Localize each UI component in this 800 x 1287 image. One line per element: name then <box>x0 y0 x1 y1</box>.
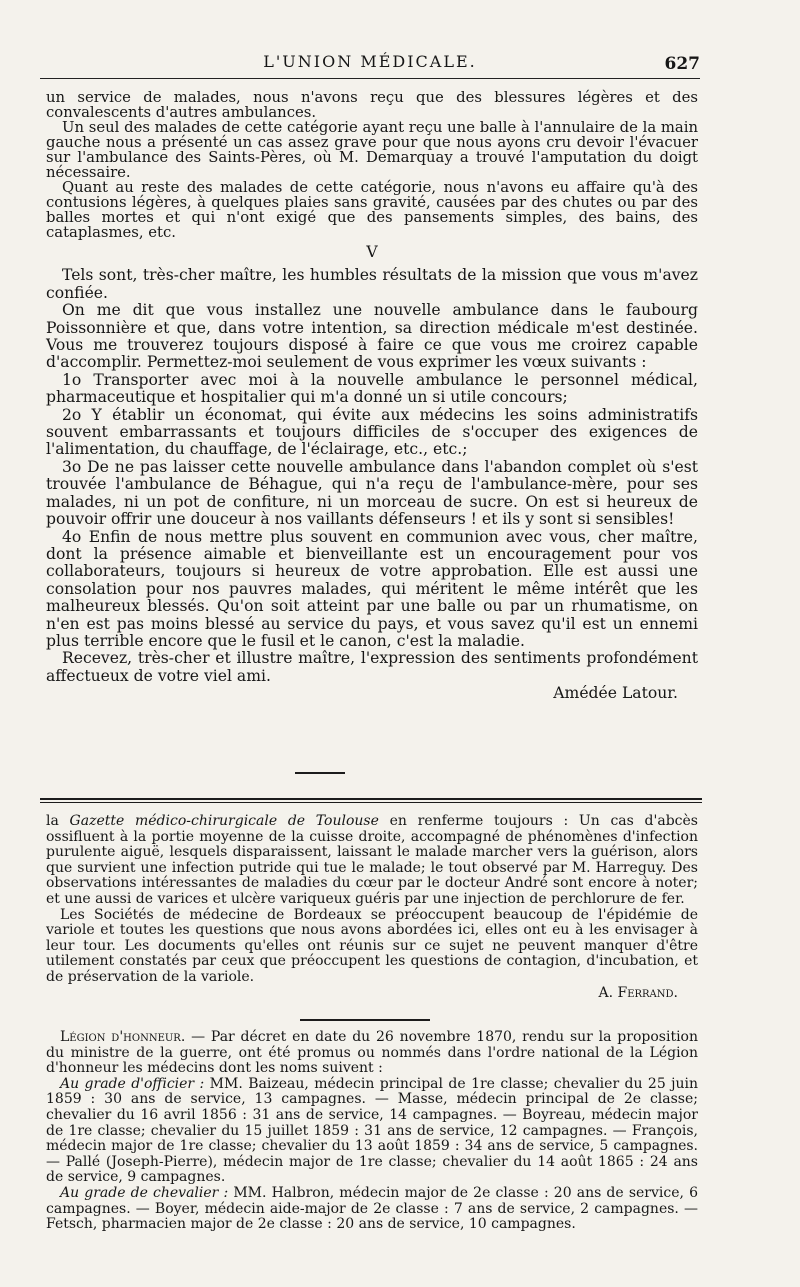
signature: A. Ferrand. <box>598 984 678 1001</box>
paragraph: un service de malades, nous n'avons reçu que des blessures légères et des convalescents d'autres ambulances. <box>46 89 698 121</box>
section-heading: V <box>366 243 378 261</box>
paragraph: 1o Transporter avec moi à la nouvelle ambulance le personnel médical, pharmaceutique et hospitalier qui m'a donné un si utile concours; <box>46 370 698 407</box>
paragraph: Recevez, très-cher et illustre maître, l'expression des sentiments profondément affectueux de votre viel ami. <box>46 649 698 685</box>
signature: Amédée Latour. <box>553 684 678 703</box>
section-divider <box>40 802 702 803</box>
paragraph: Quant au reste des malades de cette catégorie, nous n'avons eu affaire qu'à des contusions légères, à quelques plaies sans gravité, causées par des chutes ou par des balles mortes et qui n'ont exigé que des pansements simples, des bains, des cataplasmes, etc. <box>46 179 698 241</box>
page-header <box>40 52 700 79</box>
grade-label: Au grade d'officier : <box>60 1075 205 1092</box>
short-divider <box>300 1019 430 1021</box>
text-run: — Par décret en date du 26 novembre 1870, rendu sur la proposition du ministre de la guerre, ont été promus ou nommés dans l'ordre national de la Légion d'honneur les médecins dont les noms suivent : <box>46 1029 698 1077</box>
paragraph: 2o Y établir un économat, qui évite aux médecins les soins administratifs souvent embarrassants et toujours difficiles de s'occuper des exigences de l'alimentation, du chauffage, de l'éclairage, etc., etc.; <box>46 405 698 459</box>
review-section <box>46 814 698 1001</box>
text-run: MM. Halbron, médecin major de 2e classe : 20 ans de service, 6 campagnes. — Boyer, médecin aide-major de 2e classe : 7 ans de service, 2 campagnes. — Fetsch, pharmacien major de 2e classe : 20 ans de service, 10 campagnes. <box>46 1184 698 1233</box>
section-lead: Légion d'honneur. <box>60 1029 186 1045</box>
letter-section <box>46 244 698 703</box>
section-divider <box>40 798 702 800</box>
paragraph: Tels sont, très-cher maître, les humbles résultats de la mission que vous m'avez confiée. <box>46 266 698 302</box>
paragraph: Les Sociétés de médecine de Bordeaux se préoccupent beaucoup de l'épidémie de variole et toutes les questions que nous avons abordées ici, elles ont eu à les envisager à leur tour. Les documents qu'elles ont réunis sur ce sujet ne peuvent manquer d'être utilement constatés par ceux que préoccupent les questions de contagion, d'incubation, et de préservation de la variole. <box>46 906 698 985</box>
journal-title: Gazette médico-chirurgicale de Toulouse <box>69 813 379 829</box>
text-run: la <box>46 813 70 829</box>
text-run: MM. Baizeau, médecin principal de 1re classe; chevalier du 25 juin 1859 : 30 ans de service, 13 campagnes. — Masse, médecin principal de 2e classe; chevalier du 16 avril 1856 : 31 ans de service, 14 campagnes. — Boyreau, médecin major de 1re classe; chevalier du 15 juillet 1859 : 31 ans de service, 12 campagnes. — François, médecin major de 1re classe; chevalier du 13 août 1859 : 34 ans de service, 5 campagnes. — Pallé (Joseph-Pierre), médecin major de 1re classe; chevalier du 14 août 1865 : 24 ans de service, 9 campagnes. <box>46 1075 699 1186</box>
text-run: en renferme toujours : Un cas d'abcès ossifluent à la portie moyenne de la cuisse droite, accompagné de phénomènes d'infection purulente aiguë, lesquels disparaissent, laissant le malade marcher vers la guérison, alors que survient une infection putride qui tue le malade; le tout observé par M. Harreguy. Des observations intéressantes de maladies du cœur par le docteur André sont encore à noter; et une aussi de varices et ulcère variqueux guéris par une injection de perchlorure de fer. <box>46 813 698 907</box>
legion-honneur-section <box>46 1030 698 1233</box>
short-divider <box>295 772 345 774</box>
page-number: 627 <box>664 54 700 74</box>
report-continuation <box>46 90 698 240</box>
paragraph: Un seul des malades de cette catégorie ayant reçu une balle à l'annulaire de la main gauche nous a présenté un cas assez grave pour que nous ayons cru devoir l'évacuer sur l'ambulance des Saints-Pères, où M. Demarquay a trouvé l'amputation du doigt nécessaire. <box>46 119 698 181</box>
grade-label: Au grade de chevalier : <box>60 1184 229 1201</box>
paragraph: On me dit que vous installez une nouvelle ambulance dans le faubourg Poissonnière et que, dans votre intention, sa direction médicale m'est destinée. Vous me trouverez toujours disposé à faire ce que vous me croirez capable d'accomplir. Permettez-moi seulement de vous exprimer les vœux suivants : <box>46 301 698 372</box>
paragraph: 3o De ne pas laisser cette nouvelle ambulance dans l'abandon complet où s'est trouvée l'ambulance de Béhague, qui n'a reçu de l'ambulance-mère, pour ses malades, ni un pot de confiture, ni un morceau de sucre. On est si heureux de pouvoir offrir une douceur à nos vaillants défenseurs ! et ils y sont si sensibles! <box>46 457 698 529</box>
running-title: L'UNION MÉDICALE. <box>263 52 477 71</box>
paragraph: 4o Enfin de nous mettre plus souvent en communion avec vous, cher maître, dont la présence aimable et bienveillante est un encouragement pour vos collaborateurs, toujours si heureux de votre approbation. Elle est aussi une consolation pour nos pauvres malades, qui méritent le même intérêt que les malheureux blessés. Qu'on soit atteint par une balle ou par un rhumatisme, on n'en est pas moins blessé au service du pays, et vous savez qu'il est un ennemi plus terrible encore que le fusil et le canon, c'est la maladie. <box>46 527 698 650</box>
